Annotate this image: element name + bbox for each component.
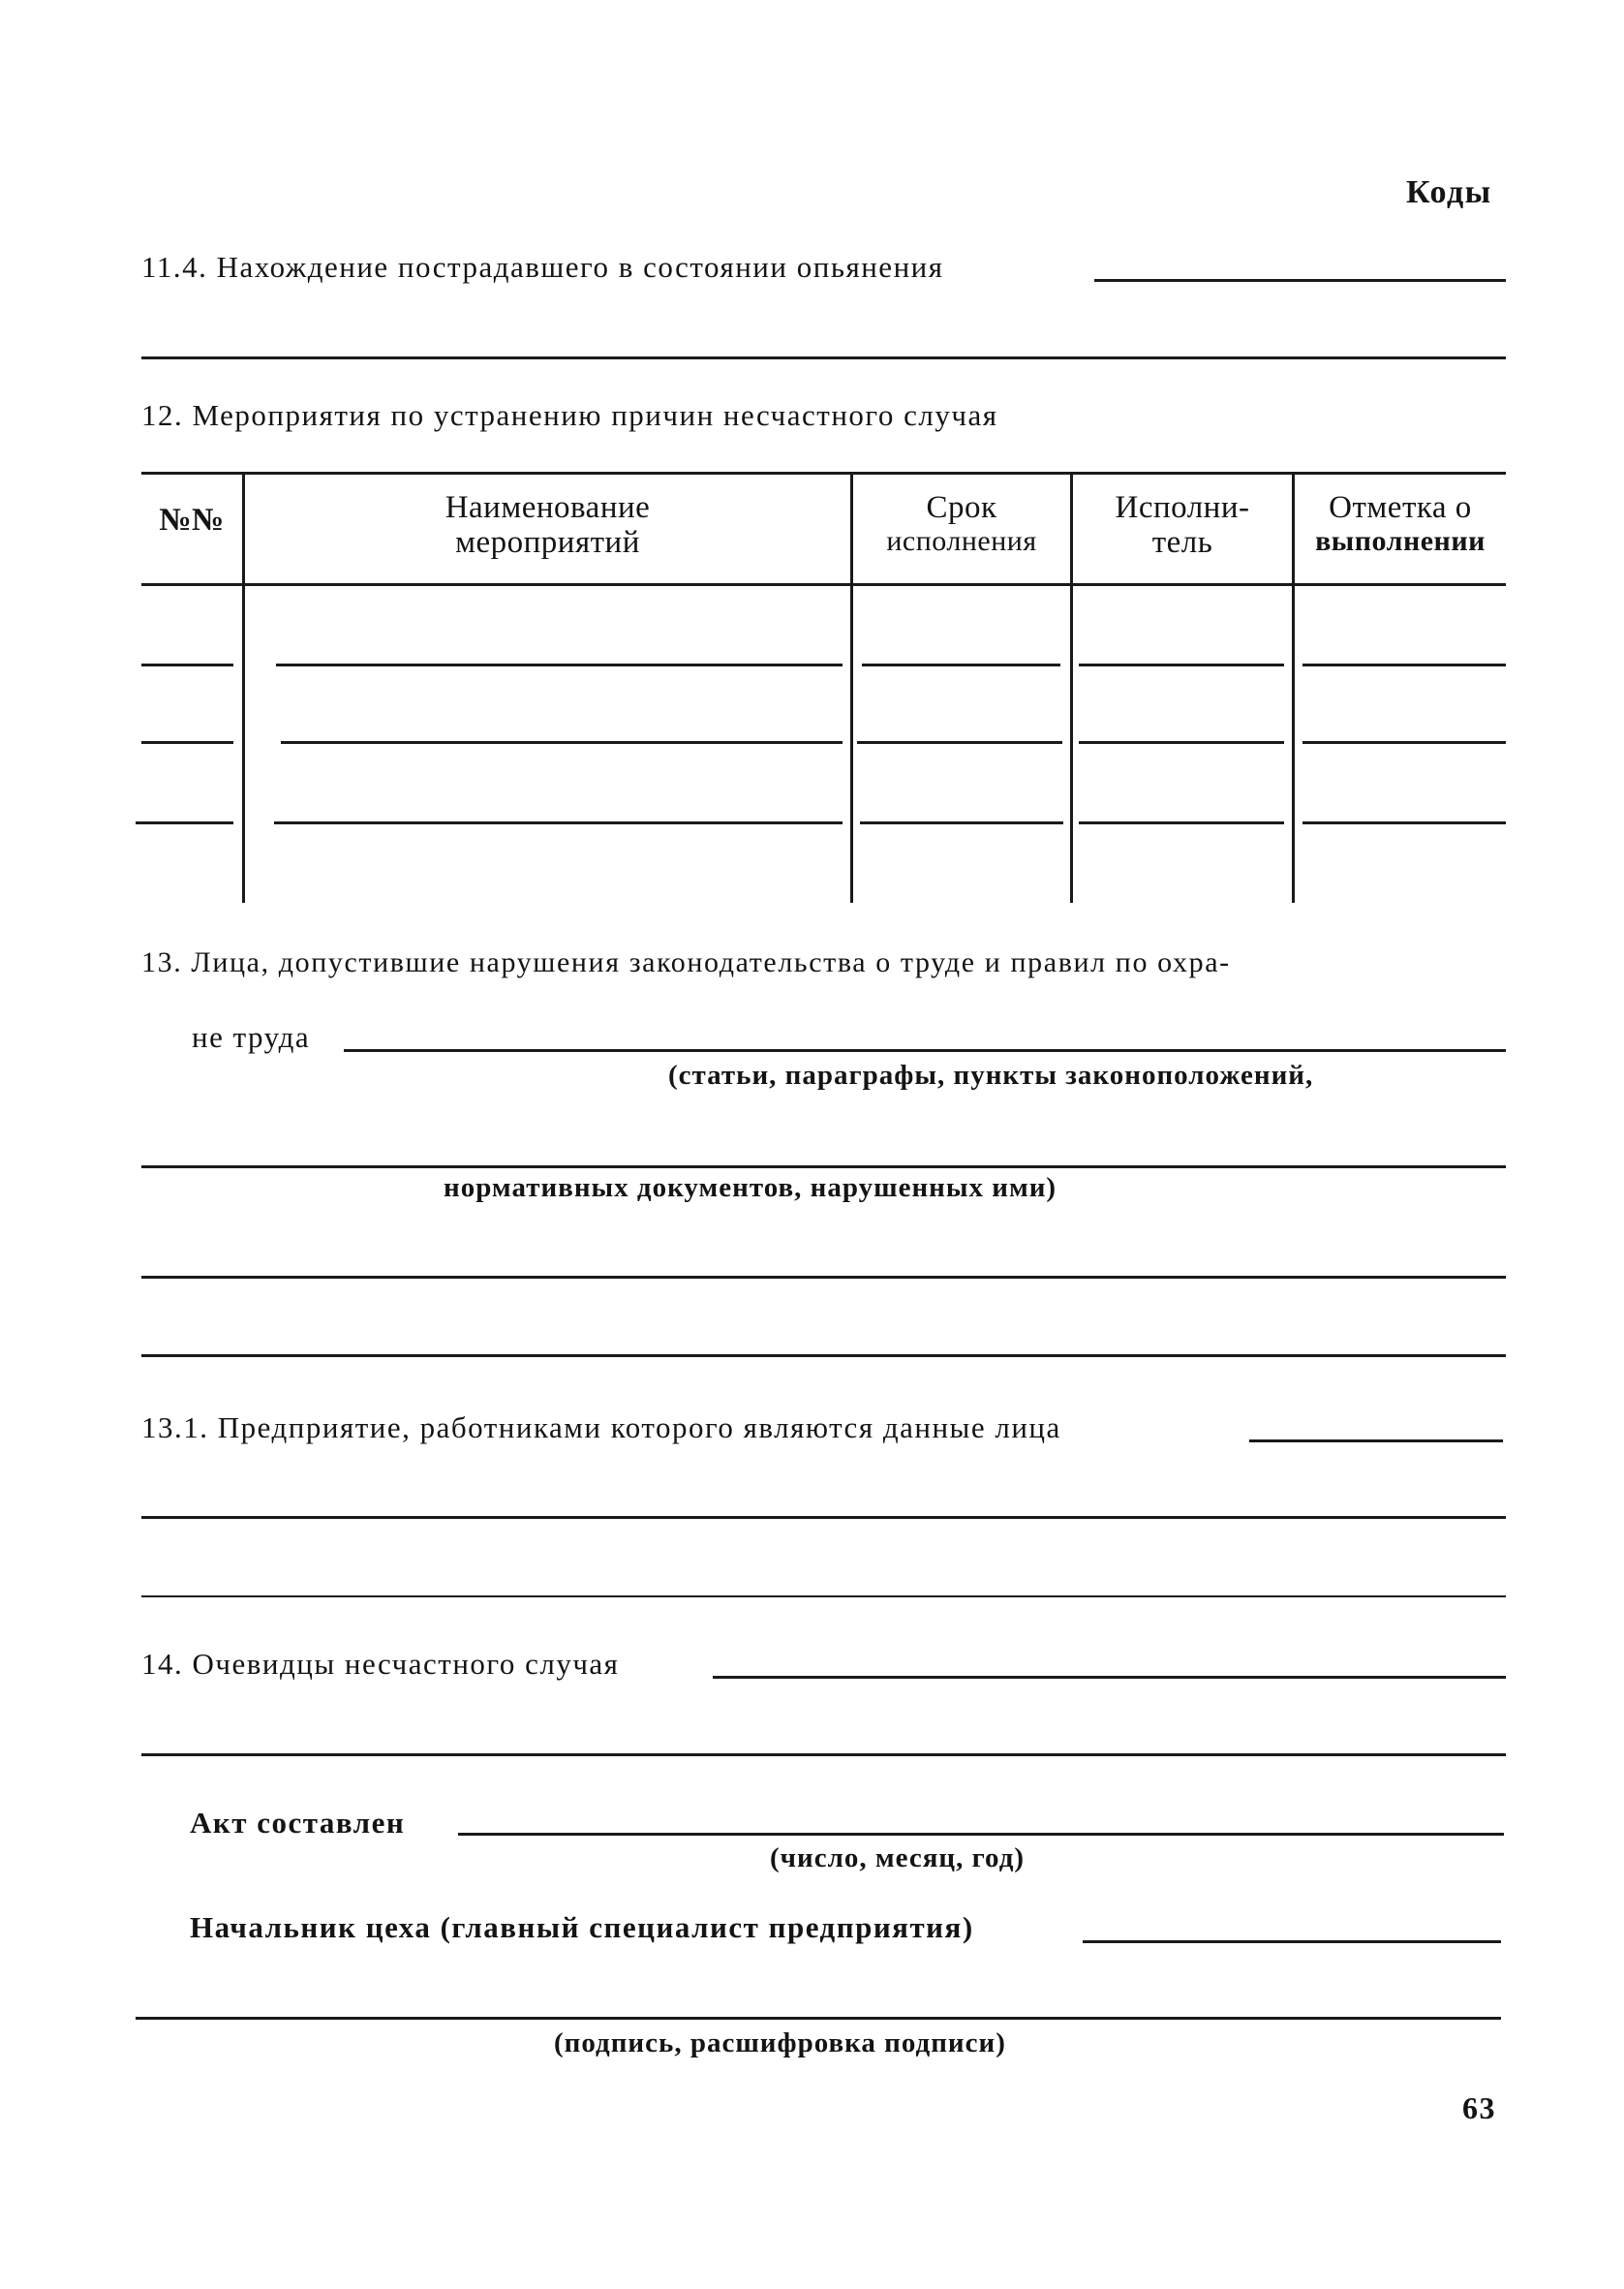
row-3-deadline-line[interactable]	[860, 821, 1063, 824]
table-top-rule	[141, 472, 1506, 475]
row-1-completion-line[interactable]	[1302, 664, 1506, 666]
section-13-1-fill-line-1[interactable]	[1249, 1439, 1503, 1442]
row-2-completion-line[interactable]	[1302, 741, 1506, 744]
section-14-fill-line-2[interactable]	[141, 1753, 1506, 1756]
section-13-1-fill-line-2[interactable]	[141, 1516, 1506, 1519]
section-13-fill-line-4[interactable]	[141, 1354, 1506, 1357]
col-header-completion	[1295, 491, 1506, 557]
section-13-fill-line-3[interactable]	[141, 1276, 1506, 1279]
row-3-executor-line[interactable]	[1079, 821, 1284, 824]
table-header-rule	[141, 583, 1506, 586]
col-header-deadline	[853, 491, 1070, 557]
section-14-fill-line-1[interactable]	[713, 1676, 1506, 1679]
col-header-completion-line2: выполнении	[1315, 524, 1486, 557]
row-1-executor-line[interactable]	[1079, 664, 1284, 666]
act-date-caption: (число, месяц, год)	[770, 1842, 1026, 1873]
section-14-text: 14. Очевидцы несчастного случая	[141, 1647, 620, 1681]
row-1-number-line[interactable]	[141, 664, 233, 666]
section-11-4-continuation-line[interactable]	[141, 356, 1506, 359]
row-2-executor-line[interactable]	[1079, 741, 1284, 744]
section-13-fill-line-2[interactable]	[141, 1165, 1506, 1168]
row-2-deadline-line[interactable]	[857, 741, 1062, 744]
act-label: Акт составлен	[190, 1806, 406, 1840]
row-2-name-line[interactable]	[281, 741, 843, 744]
col-header-executor	[1073, 491, 1292, 560]
row-1-name-line[interactable]	[276, 664, 843, 666]
section-13-caption-2: нормативных документов, нарушенных ими)	[444, 1172, 1057, 1203]
codes-label: Коды	[1406, 174, 1492, 210]
section-13-1-fill-line-3[interactable]	[141, 1595, 1506, 1597]
chief-signature-line[interactable]	[136, 2017, 1501, 2020]
row-1-deadline-line[interactable]	[862, 664, 1060, 666]
col-header-number	[141, 504, 242, 539]
section-13-line1: 13. Лица, допустившие нарушения законодательства о труде и правил по охра-	[141, 946, 1231, 978]
col-header-executor-line2: тель	[1151, 524, 1213, 560]
col-header-executor-line1: Исполни-	[1115, 490, 1250, 525]
col-header-measure-name-line1: Наименование	[444, 490, 651, 525]
row-3-number-line[interactable]	[136, 821, 233, 824]
col-header-deadline-line2: исполнения	[886, 524, 1037, 557]
section-13-fill-line-1[interactable]	[344, 1049, 1506, 1052]
section-13-line2: не труда	[192, 1020, 311, 1054]
row-3-completion-line[interactable]	[1302, 821, 1506, 824]
section-11-4-text: 11.4. Нахождение пострадавшего в состоянии опьянения	[141, 250, 944, 284]
section-13-1-text: 13.1. Предприятие, работниками которого являются данные лица	[141, 1410, 1061, 1444]
row-3-name-line[interactable]	[274, 821, 843, 824]
col-header-completion-line1: Отметка о	[1329, 490, 1472, 525]
chief-label: Начальник цеха (главный специалист предприятия)	[190, 1910, 974, 1944]
page-number: 63	[1462, 2090, 1496, 2125]
col-header-number-label: №№	[159, 503, 225, 538]
col-header-deadline-line1: Срок	[926, 490, 997, 525]
col-header-measure-name-line2: мероприятий	[455, 524, 640, 560]
section-13-caption-1: (статьи, параграфы, пункты законоположений,	[668, 1060, 1314, 1091]
col-header-measure-name	[245, 491, 850, 560]
section-11-4-fill-line[interactable]	[1094, 279, 1506, 282]
row-2-number-line[interactable]	[141, 741, 233, 744]
act-date-line[interactable]	[458, 1833, 1504, 1836]
chief-fill-line-1[interactable]	[1083, 1940, 1501, 1943]
section-12-title: 12. Мероприятия по устранению причин несчастного случая	[141, 398, 998, 432]
chief-signature-caption: (подпись, расшифровка подписи)	[554, 2027, 1006, 2058]
